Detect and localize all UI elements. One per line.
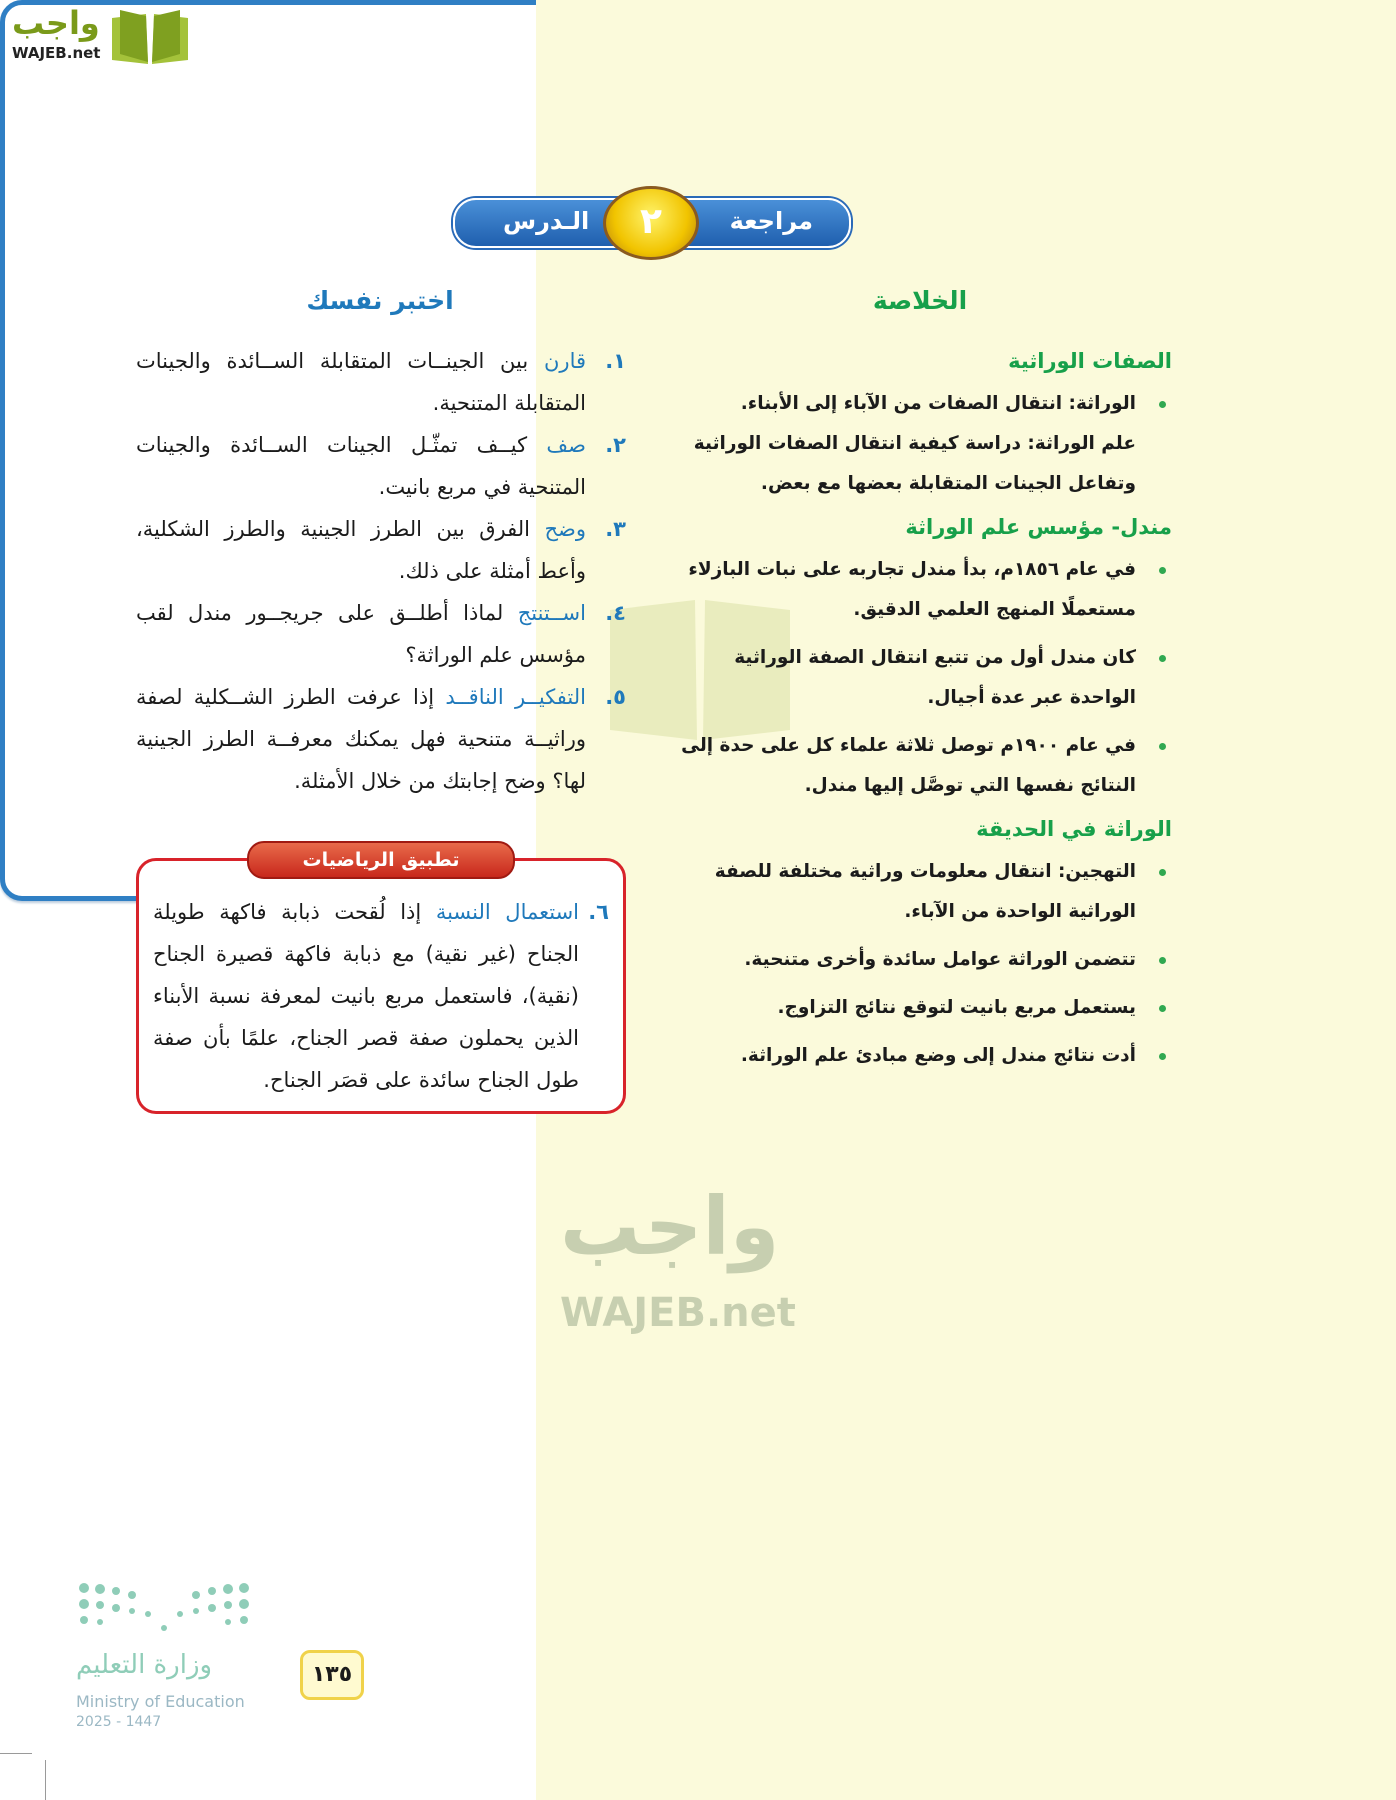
math-line: طول الجناح سائدة على قصَر الجناح. [263, 1068, 579, 1092]
ministry-emblem-icon [76, 1580, 256, 1640]
crop-mark [0, 1753, 32, 1754]
bullet-icon [1159, 1053, 1166, 1060]
question-number: ١. [605, 349, 626, 373]
question-text: وأعط أمثلة على ذلك. [398, 559, 586, 583]
summary-line: تتضمن الوراثة عوامل سائدة وأخرى متنحية. [744, 949, 1136, 970]
summary-line: يستعمل مربع بانيت لتوقع نتائج التزاوج. [777, 997, 1136, 1018]
summary-line: التهجين: انتقال معلومات وراثية مختلفة للصفة [714, 861, 1136, 882]
question [136, 508, 626, 592]
question-text: المتنحية في مربع بانيت. [378, 475, 586, 499]
question-number: ٥. [605, 685, 626, 709]
watermark-latin: WAJEB.net [560, 1290, 796, 1336]
watermark [560, 1180, 780, 1273]
question-text: لماذا أطلــق على جريجــور مندل لقب [136, 601, 504, 625]
logo-latin: WAJEB.net [12, 44, 101, 62]
ministry-year: 2025 - 1447 [76, 1714, 162, 1730]
math-line: الجناح (غير نقية) مع ذبابة فاكهة قصيرة الجناح [153, 942, 579, 966]
question-number: ٣. [605, 517, 626, 541]
summary-line: أدت نتائج مندل إلى وضع مبادئ علم الوراثة. [740, 1045, 1136, 1066]
question-number: ٤. [605, 601, 626, 625]
summary-line: النتائج نفسها التي توصَّل إليها مندل. [804, 775, 1136, 796]
summary-bullet [672, 726, 1172, 806]
review-label: مراجعة [729, 207, 813, 235]
question-number: ٦. [588, 900, 609, 924]
question-keyword: التفكيــر الناقــد [445, 685, 587, 709]
question [136, 340, 626, 424]
question-text: الفرق بين الطرز الجينية والطرز الشكلية، [136, 517, 530, 541]
question-keyword: قارن [544, 349, 586, 373]
lesson-number-badge: ٢ [603, 186, 699, 260]
summary-bullet [672, 550, 1172, 630]
math-keyword: استعمال النسبة [435, 900, 580, 924]
summary-bullet [672, 1036, 1172, 1076]
bullet-icon [1159, 1005, 1166, 1012]
ministry-name-en: Ministry of Education [76, 1692, 245, 1711]
ministry-name-ar: وزارة التعليم [76, 1650, 213, 1680]
summary-bullet [672, 384, 1172, 504]
bullet-icon [1159, 655, 1166, 662]
question-keyword: اســتنتج [517, 601, 586, 625]
self-test-title: اختبر نفسك [306, 286, 454, 315]
section-heading: الصفات الوراثية [1008, 349, 1172, 373]
summary-line: في عام ١٩٠٠م توصل ثلاثة علماء كل على حدة إلى [681, 735, 1136, 756]
question-text: لها؟ وضح إجابتك من خلال الأمثلة. [294, 769, 586, 793]
summary-line: مستعملًا المنهج العلمي الدقيق. [853, 599, 1136, 620]
math-application-box [136, 849, 626, 1114]
question-text: بين الجينــات المتقابلة الســائدة والجينات [136, 349, 529, 373]
summary-bullet [672, 988, 1172, 1028]
summary-title: الخلاصة [872, 286, 968, 315]
question-number: ٢. [605, 433, 626, 457]
bullet-icon [1159, 743, 1166, 750]
bullet-icon [1159, 567, 1166, 574]
bullet-icon [1159, 401, 1166, 408]
watermark-text: واجب [560, 1180, 780, 1273]
summary-content [672, 340, 1172, 1084]
math-question [153, 891, 609, 1101]
summary-bullet [672, 940, 1172, 980]
question-text: إذا عرفت الطرز الشــكلية لصفة [136, 685, 435, 709]
summary-bullet [672, 638, 1172, 718]
ministry-logo-dots [76, 1580, 256, 1640]
math-line: (نقية)، فاستعمل مربع بانيت لمعرفة نسبة الأبناء [153, 984, 579, 1008]
question-text: كيــف تمثّـل الجينات الســائدة والجينات [136, 433, 528, 457]
summary-line: الوراثية الواحدة من الآباء. [904, 901, 1136, 922]
summary-line: كان مندل أول من تتبع انتقال الصفة الوراثية [734, 647, 1136, 668]
section-heading: مندل- مؤسس علم الوراثة [905, 515, 1172, 539]
summary-line: وتفاعل الجينات المتقابلة بعضها مع بعض. [760, 473, 1136, 494]
page-number: ١٣٥ [300, 1650, 364, 1700]
math-tab-label: تطبيق الرياضيات [247, 841, 515, 879]
summary-line: الواحدة عبر عدة أجيال. [927, 687, 1136, 708]
question-text: مؤسس علم الوراثة؟ [405, 643, 586, 667]
self-test-list [136, 340, 626, 1114]
section-heading: الوراثة في الحديقة [976, 817, 1172, 841]
question-text: المتقابلة المتنحية. [432, 391, 586, 415]
question-keyword: صف [546, 433, 586, 457]
question [136, 676, 626, 802]
summary-line: الوراثة: انتقال الصفات من الآباء إلى الأبناء. [740, 393, 1136, 414]
question [136, 424, 626, 508]
question-text: وراثيــة متنحية فهل يمكنك معرفــة الطرز الجينية [136, 727, 586, 751]
book-icon [106, 6, 194, 66]
summary-line: علم الوراثة: دراسة كيفية انتقال الصفات الوراثية [693, 433, 1136, 454]
lesson-label: الـدرس [503, 207, 590, 235]
question [136, 592, 626, 676]
summary-line: في عام ١٨٥٦م، بدأ مندل تجاربه على نبات البازلاء [688, 559, 1136, 580]
wajeb-logo [8, 2, 188, 66]
bullet-icon [1159, 869, 1166, 876]
math-line: الذين يحملون صفة قصر الجناح، علمًا بأن صفة [153, 1026, 579, 1050]
crop-mark [45, 1760, 46, 1800]
question-keyword: وضح [544, 517, 586, 541]
summary-bullet [672, 852, 1172, 932]
bullet-icon [1159, 957, 1166, 964]
logo-arabic: واجب [12, 4, 100, 42]
math-text: إذا لُقحت ذبابة فاكهة طويلة [153, 900, 422, 924]
